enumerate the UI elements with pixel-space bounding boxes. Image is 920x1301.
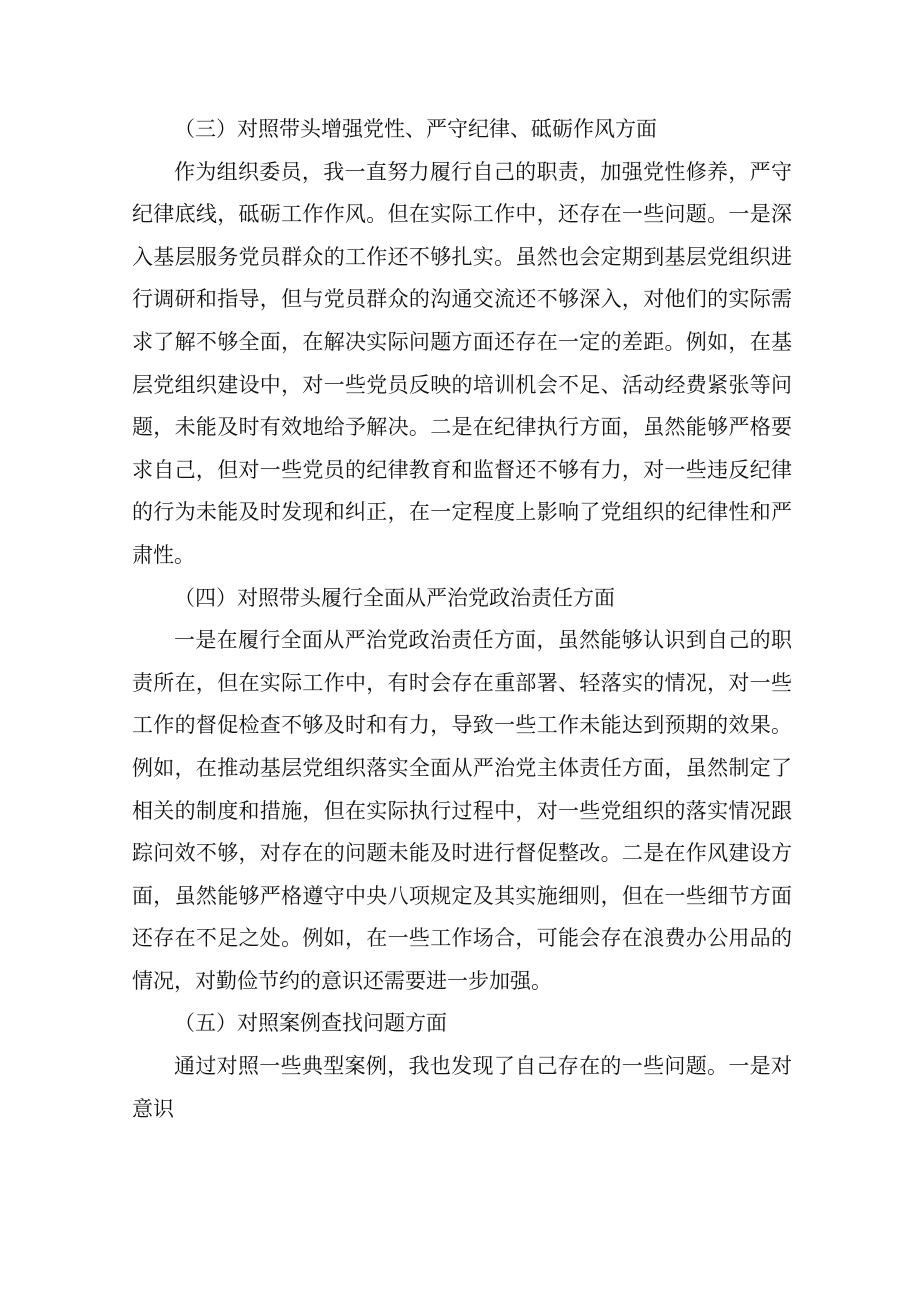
document-body [132,108,792,1130]
section-heading-4: （四）对照带头履行全面从严治党政治责任方面 [174,585,615,610]
section-heading-5: （五）对照案例查找问题方面 [174,1011,447,1036]
section-paragraph-5: 通过对照一些典型案例，我也发现了自己存在的一些问题。一是对意识 [132,1054,792,1121]
section-heading-3: （三）对照带头增强党性、严守纪律、砥砺作风方面 [174,117,657,141]
section-paragraph-4: 一是在履行全面从严治党政治责任方面，虽然能够认识到自己的职责所在，但在实际工作中，有时会存在重部署、轻落实的情况，对一些工作的督促检查不够及时和有力，导致一些工作未能达到预期的效果。例如，在推动基层党组织落实全面从严治党主体责任方面，虽然制定了相关的制度和措施，但在实际执行过程中，对一些党组织的落实情况跟踪问效不够，对存在的问题未能及时进行督促整改。二是在作风建设方面，虽然能够严格遵守中央八项规定及其实施细则，但在一些细节方面还存在不足之处。例如，在一些工作场合，可能会存在浪费办公用品的情况，对勤俭节约的意识还需要进一步加强。 [132,628,792,993]
section-paragraph-3: 作为组织委员，我一直努力履行自己的职责，加强党性修养，严守纪律底线，砥砺工作作风。但在实际工作中，还存在一些问题。一是深入基层服务党员群众的工作还不够扎实。虽然也会定期到基层党组织进行调研和指导，但与党员群众的沟通交流还不够深入，对他们的实际需求了解不够全面，在解决实际问题方面还存在一定的差距。例如，在基层党组织建设中，对一些党员反映的培训机会不足、活动经费紧张等问题，未能及时有效地给予解决。二是在纪律执行方面，虽然能够严格要求自己，但对一些党员的纪律教育和监督还不够有力，对一些违反纪律的行为未能及时发现和纠正，在一定程度上影响了党组织的纪律性和严肃性。 [132,159,792,567]
